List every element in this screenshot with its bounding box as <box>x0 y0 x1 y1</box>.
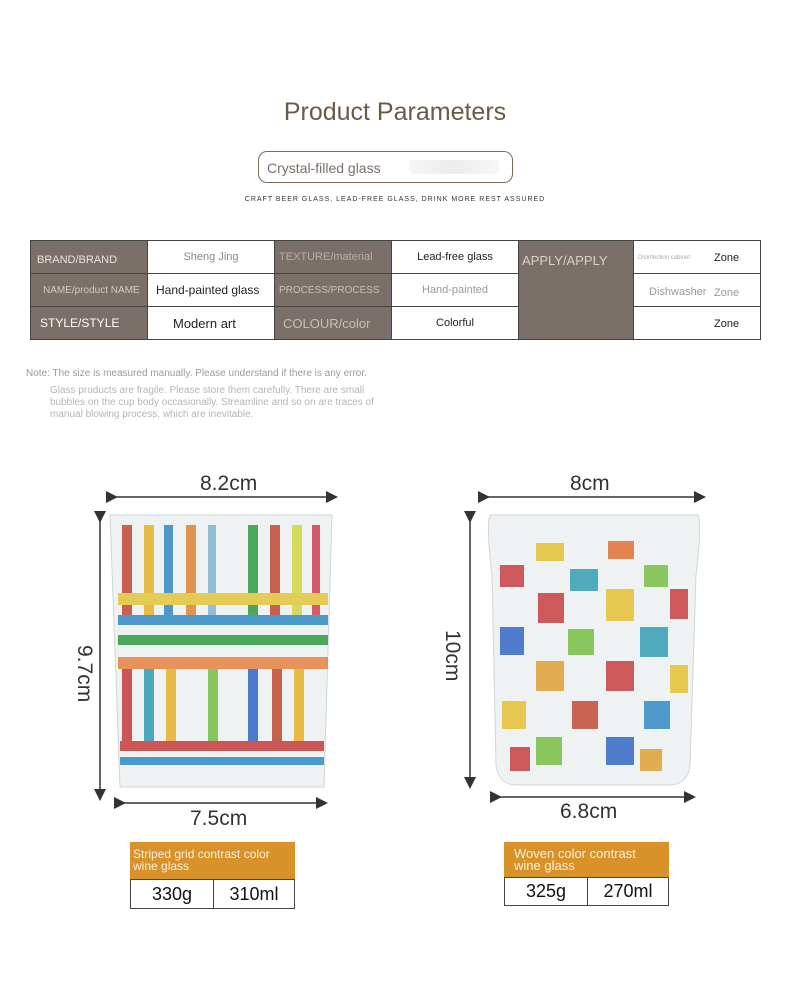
colour-value: Colorful <box>391 306 519 340</box>
product-1-figure <box>60 465 360 835</box>
brand-value: Sheng Jing <box>147 240 275 274</box>
product-1-name: Striped grid contrast color wine glass <box>130 842 295 880</box>
apply-value-3: Zone <box>714 318 740 330</box>
colour-label: COLOUR/color <box>274 306 392 340</box>
product-2-top-width: 8cm <box>570 472 610 495</box>
size-note: Note: The size is measured manually. Please understand if there is any error. <box>26 368 367 379</box>
apply-value-2: Zone <box>714 287 740 299</box>
product-type-pill <box>258 151 513 183</box>
apply-label: APPLY/APPLY <box>518 240 634 340</box>
pill-label: Crystal-filled glass <box>267 160 381 176</box>
parameter-table <box>30 240 761 340</box>
woven-glass-image <box>440 465 720 835</box>
process-label: PROCESS/PROCESS <box>274 273 392 307</box>
apply-row-3 <box>633 306 761 340</box>
apply-item-2: Dishwasher <box>649 286 707 298</box>
apply-row-1 <box>633 240 761 274</box>
name-label: NAME/product NAME <box>30 273 148 307</box>
pill-decoration <box>409 160 499 174</box>
apply-value-1: Zone <box>714 252 740 264</box>
product-1-height: 9.7cm <box>73 645 96 703</box>
process-value: Hand-painted <box>391 273 519 307</box>
apply-item-1: Disinfection cabinet <box>638 255 691 261</box>
product-2-bottom-width: 6.8cm <box>560 800 618 823</box>
product-1-top-width: 8.2cm <box>200 472 258 495</box>
texture-label: TEXTURE/material <box>274 240 392 274</box>
product-1-volume: 310ml <box>213 879 295 909</box>
product-2-name: Woven color contrast wine glass <box>504 842 669 880</box>
product-2-figure <box>440 465 720 835</box>
product-2-height: 10cm <box>441 630 464 682</box>
apply-row-2 <box>633 273 761 307</box>
brand-label: BRAND/BRAND <box>30 240 148 274</box>
texture-value: Lead-free glass <box>391 240 519 274</box>
name-value: Hand-painted glass <box>147 273 275 307</box>
product-2-weight: 325g <box>504 877 588 906</box>
page-title: Product Parameters <box>283 98 507 126</box>
fragile-note: Glass products are fragile. Please store them carefully. There are small bubbles on the cup body occasionally. Streamline and so on are traces of manual blowing process, which are inevitable. <box>50 385 374 420</box>
striped-glass-image <box>60 465 360 835</box>
product-1-bottom-width: 7.5cm <box>190 807 248 830</box>
product-2-volume: 270ml <box>587 877 669 906</box>
product-1-weight: 330g <box>130 879 214 909</box>
style-value: Modern art <box>147 306 275 340</box>
tagline: CRAFT BEER GLASS, LEAD-FREE GLASS, DRINK MORE REST ASSURED <box>244 196 546 203</box>
style-label: STYLE/STYLE <box>30 306 148 340</box>
